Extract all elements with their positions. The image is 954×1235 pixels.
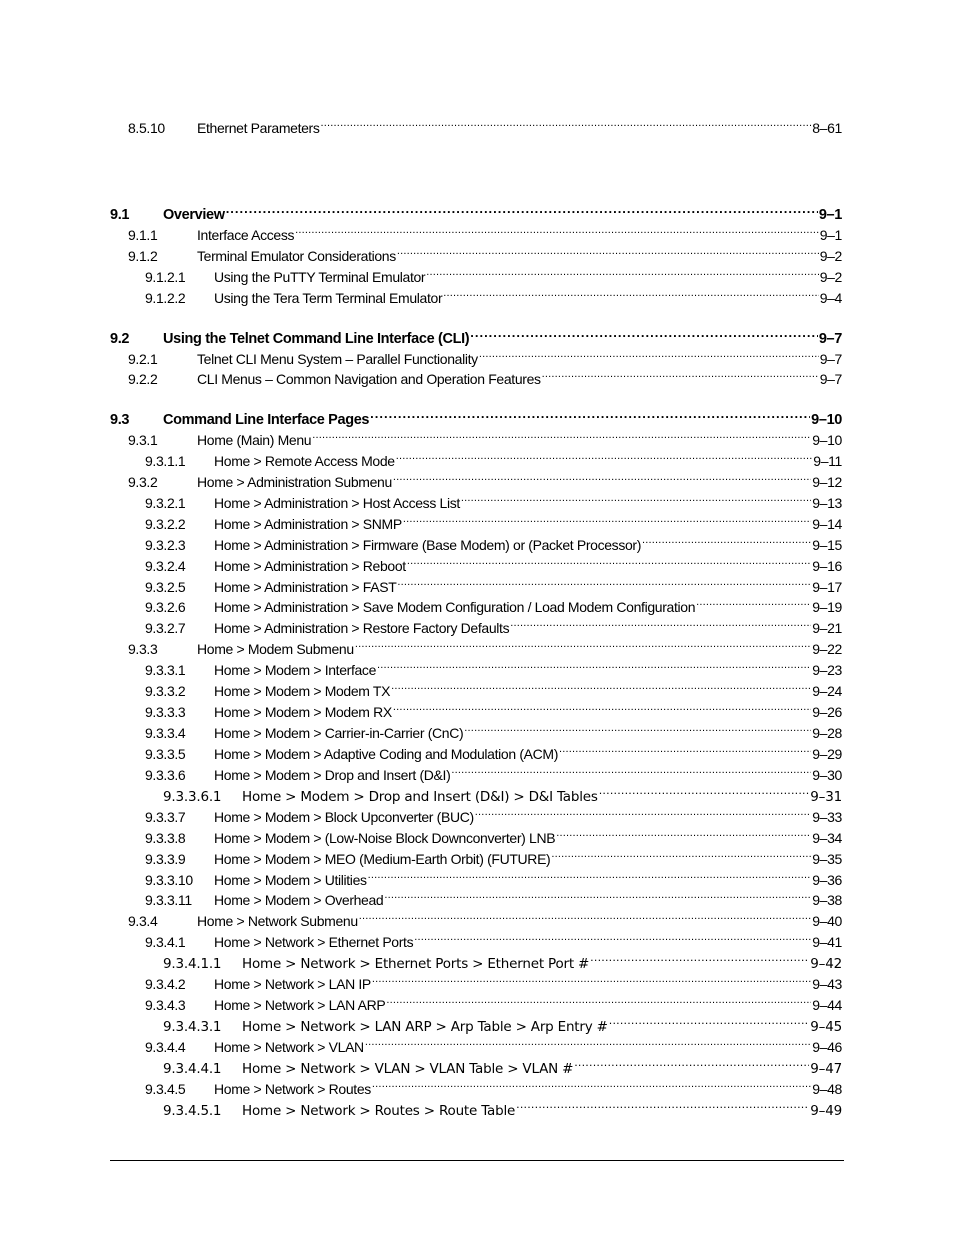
toc-entry-page-number[interactable]: 9–23 xyxy=(812,662,842,678)
toc-entry[interactable] xyxy=(110,1011,842,1035)
toc-entry-page-number[interactable]: 9–11 xyxy=(813,453,842,469)
toc-entry-page-number[interactable]: 9–48 xyxy=(812,1081,842,1097)
toc-dot-leader xyxy=(510,613,811,633)
toc-entry-number: 9.3.2 xyxy=(128,474,158,490)
toc-dot-leader xyxy=(542,364,819,384)
toc-entry-page-number[interactable]: 9–1 xyxy=(818,207,842,223)
toc-entry-title[interactable]: Home > Network > LAN IP xyxy=(214,976,371,992)
toc-entry-number: 9.3.3.3 xyxy=(145,704,186,720)
toc-entry-page-number[interactable]: 9–14 xyxy=(812,516,842,532)
toc-dot-leader xyxy=(391,676,811,696)
toc-dot-leader xyxy=(451,760,811,780)
toc-entry[interactable] xyxy=(110,530,842,553)
toc-entry-number: 9.3.3.10 xyxy=(145,872,193,888)
toc-dot-leader xyxy=(359,906,811,926)
toc-entry[interactable] xyxy=(110,509,842,532)
toc-entry-page-number[interactable]: 9–2 xyxy=(819,248,842,264)
toc-entry-page-number[interactable]: 9–2 xyxy=(819,269,842,285)
toc-entry-title[interactable]: Home > Modem > MEO (Medium-Earth Orbit) (FUTURE) xyxy=(214,851,551,867)
toc-dot-leader xyxy=(551,844,811,864)
toc-entry-title[interactable]: Home > Modem > Drop and Insert (D&I) xyxy=(214,767,451,783)
toc-entry-number: 9.3.4.5.1 xyxy=(163,1103,222,1119)
toc-dot-leader xyxy=(393,467,811,487)
toc-entry-number: 9.1.2 xyxy=(128,248,158,264)
toc-dot-leader xyxy=(461,488,811,508)
toc-entry[interactable] xyxy=(110,739,842,762)
toc-entry[interactable] xyxy=(110,927,842,950)
toc-entry[interactable] xyxy=(110,551,842,574)
toc-entry-number: 9.3.3.4 xyxy=(145,725,186,741)
toc-entry-number: 9.1.2.2 xyxy=(145,290,186,306)
toc-entry[interactable] xyxy=(110,1095,842,1119)
toc-entry-number: 9.3 xyxy=(110,412,130,428)
toc-entry[interactable] xyxy=(110,199,842,223)
toc-entry[interactable] xyxy=(110,906,842,929)
toc-entry-title[interactable]: Home > Network Submenu xyxy=(197,913,358,929)
toc-entry-title[interactable]: Home > Modem > Adaptive Coding and Modulation (ACM) xyxy=(214,746,559,762)
toc-entry-title[interactable]: Home > Modem > Utilities xyxy=(214,872,367,888)
toc-entry-page-number[interactable]: 9–28 xyxy=(812,725,842,741)
footer-divider xyxy=(110,1160,844,1161)
toc-entry-page-number[interactable]: 9–22 xyxy=(812,641,842,657)
toc-entry[interactable] xyxy=(110,220,842,243)
toc-entry-title[interactable]: Home > Administration Submenu xyxy=(197,474,392,490)
toc-dot-leader xyxy=(377,655,811,675)
toc-dot-leader xyxy=(599,781,810,801)
toc-entry[interactable] xyxy=(110,467,842,490)
toc-dot-leader xyxy=(368,865,812,885)
toc-dot-leader xyxy=(295,220,819,240)
toc-entry-title[interactable]: Home > Administration > Reboot xyxy=(214,558,406,574)
toc-entry-number: 9.3.2.1 xyxy=(145,495,186,511)
toc-entry[interactable] xyxy=(110,613,842,636)
toc-entry-title[interactable]: Terminal Emulator Considerations xyxy=(197,248,396,264)
toc-entry-number: 9.3.2.3 xyxy=(145,537,186,553)
toc-entry-title[interactable]: Home > Modem > Drop and Insert (D&I) > D&I Tables xyxy=(242,789,598,805)
toc-entry-number: 9.3.3.2 xyxy=(145,683,186,699)
toc-entry-page-number[interactable]: 9–21 xyxy=(812,620,842,636)
toc-entry[interactable] xyxy=(110,697,842,720)
toc-entry-page-number[interactable]: 9–26 xyxy=(812,704,842,720)
toc-entry[interactable] xyxy=(110,823,842,846)
toc-entry-title[interactable]: Home > Modem > (Low-Noise Block Downconverter) LNB xyxy=(214,830,556,846)
toc-dot-leader xyxy=(642,530,811,550)
toc-entry-number: 9.3.3.9 xyxy=(145,851,186,867)
toc-entry-page-number[interactable]: 8–61 xyxy=(812,120,842,136)
toc-dot-leader xyxy=(559,739,811,759)
toc-dot-leader xyxy=(312,425,811,445)
toc-entry-title[interactable]: Home > Administration > SNMP xyxy=(214,516,402,532)
toc-entry-page-number[interactable]: 9–43 xyxy=(812,976,842,992)
toc-entry[interactable] xyxy=(110,676,842,699)
toc-entry-number: 9.3.3 xyxy=(128,641,158,657)
toc-entry-title[interactable]: Home > Network > VLAN > VLAN Table > VLAN # xyxy=(242,1061,574,1077)
toc-entry-title[interactable]: Home > Modem > Overhead xyxy=(214,892,384,908)
toc-entry-title[interactable]: Home > Network > VLAN xyxy=(214,1039,364,1055)
toc-entry-title[interactable]: Command Line Interface Pages xyxy=(163,412,370,428)
toc-entry-number: 9.3.4.4.1 xyxy=(163,1061,222,1077)
toc-entry[interactable] xyxy=(110,364,842,387)
toc-entry-page-number[interactable]: 9–33 xyxy=(812,809,842,825)
toc-entry-number: 9.2.1 xyxy=(128,351,158,367)
toc-entry-title[interactable]: Interface Access xyxy=(197,227,295,243)
toc-entry[interactable] xyxy=(110,990,842,1013)
toc-entry[interactable] xyxy=(110,488,842,511)
toc-entry-title[interactable]: CLI Menus – Common Navigation and Operation Features xyxy=(197,371,541,387)
toc-entry-page-number[interactable]: 9–1 xyxy=(819,227,842,243)
toc-entry-number: 8.5.10 xyxy=(128,120,165,136)
toc-entry[interactable] xyxy=(110,865,842,888)
toc-entry[interactable] xyxy=(110,592,842,615)
toc-dot-leader xyxy=(516,1095,809,1115)
toc-entry-title[interactable]: Home > Modem > Modem TX xyxy=(214,683,391,699)
toc-entry-page-number[interactable]: 9–10 xyxy=(812,432,842,448)
toc-entry[interactable] xyxy=(110,844,842,867)
toc-entry-title[interactable]: Using the Telnet Command Line Interface (CLI) xyxy=(163,331,470,347)
toc-entry-page-number[interactable]: 9–41 xyxy=(812,934,842,950)
toc-entry-page-number[interactable]: 9–15 xyxy=(812,537,842,553)
toc-dot-leader xyxy=(464,718,811,738)
toc-entry-number: 9.3.1 xyxy=(128,432,158,448)
toc-dot-leader xyxy=(384,885,811,905)
toc-dot-leader xyxy=(226,199,818,219)
toc-entry-number: 9.3.4.1.1 xyxy=(163,956,222,972)
toc-entry-title[interactable]: Home > Administration > Firmware (Base Modem) or (Packet Processor) xyxy=(214,537,642,553)
toc-entry-number: 9.3.2.6 xyxy=(145,599,186,615)
toc-entry[interactable] xyxy=(110,655,842,678)
toc-dot-leader xyxy=(393,697,811,717)
toc-entry-page-number[interactable]: 9–4 xyxy=(819,290,842,306)
toc-dot-leader xyxy=(321,113,812,133)
toc-entry-page-number[interactable]: 9–13 xyxy=(812,495,842,511)
toc-entry-page-number[interactable]: 9–30 xyxy=(812,767,842,783)
toc-entry-number: 9.1 xyxy=(110,207,130,223)
toc-entry-page-number[interactable]: 9–42 xyxy=(810,956,842,972)
toc-entry[interactable] xyxy=(110,885,842,908)
toc-entry-title[interactable]: Home > Administration > Host Access List xyxy=(214,495,460,511)
toc-entry-number: 9.3.4.3.1 xyxy=(163,1019,222,1035)
toc-dot-leader xyxy=(355,634,811,654)
toc-entry-title[interactable]: Home > Administration > Restore Factory Defaults xyxy=(214,620,510,636)
toc-entry-page-number[interactable]: 9–7 xyxy=(818,331,842,347)
toc-entry-number: 9.3.3.6.1 xyxy=(163,789,222,805)
toc-entry-number: 9.3.3.5 xyxy=(145,746,186,762)
toc-entry-title[interactable]: Home > Modem Submenu xyxy=(197,641,354,657)
toc-dot-leader xyxy=(475,802,811,822)
toc-entry-number: 9.3.3.11 xyxy=(145,892,192,908)
toc-dot-leader xyxy=(403,509,811,529)
toc-entry-number: 9.3.4.4 xyxy=(145,1039,186,1055)
toc-dot-leader xyxy=(414,927,811,947)
toc-entry[interactable] xyxy=(110,1074,842,1097)
toc-entry-page-number[interactable]: 9–49 xyxy=(810,1103,842,1119)
toc-entry-title[interactable]: Using the PuTTY Terminal Emulator xyxy=(214,269,426,285)
toc-entry-title[interactable]: Home > Remote Access Mode xyxy=(214,453,395,469)
toc-entry-number: 9.3.2.7 xyxy=(145,620,186,636)
toc-entry-title[interactable]: Overview xyxy=(163,207,225,223)
toc-entry-number: 9.3.4.2 xyxy=(145,976,186,992)
toc-entry-number: 9.3.2.5 xyxy=(145,579,186,595)
toc-entry-title[interactable]: Home > Administration > FAST xyxy=(214,579,397,595)
toc-entry-title[interactable]: Home > Modem > Block Upconverter (BUC) xyxy=(214,809,474,825)
toc-entry-title[interactable]: Home > Network > Routes xyxy=(214,1081,371,1097)
toc-entry-number: 9.3.4.1 xyxy=(145,934,186,950)
toc-dot-leader xyxy=(590,948,809,968)
toc-entry-title[interactable]: Home > Network > LAN ARP xyxy=(214,997,386,1013)
toc-entry[interactable] xyxy=(110,262,842,285)
toc-entry[interactable] xyxy=(110,969,842,992)
toc-entry-page-number[interactable]: 9–38 xyxy=(812,892,842,908)
toc-entry[interactable] xyxy=(110,1053,842,1077)
toc-dot-leader xyxy=(372,1074,811,1094)
toc-entry-title[interactable]: Home > Modem > Carrier-in-Carrier (CnC) xyxy=(214,725,464,741)
toc-dot-leader xyxy=(479,344,819,364)
toc-entry-number: 9.3.3.1 xyxy=(145,662,186,678)
toc-entry-number: 9.3.3.7 xyxy=(145,809,186,825)
toc-entry-title[interactable]: Home > Network > Routes > Route Table xyxy=(242,1103,516,1119)
toc-entry-page-number[interactable]: 9–24 xyxy=(812,683,842,699)
toc-entry-page-number[interactable]: 9–29 xyxy=(812,746,842,762)
toc-entry[interactable] xyxy=(110,1032,842,1055)
toc-entry-title[interactable]: Home > Administration > Save Modem Configuration / Load Modem Configuration xyxy=(214,599,696,615)
toc-entry-page-number[interactable]: 9–36 xyxy=(812,872,842,888)
toc-entry-title[interactable]: Home > Modem > Modem RX xyxy=(214,704,392,720)
toc-dot-leader xyxy=(372,969,811,989)
toc-entry[interactable] xyxy=(110,781,842,805)
toc-entry-number: 9.1.1 xyxy=(128,227,158,243)
toc-entry[interactable] xyxy=(110,404,842,428)
toc-entry-page-number[interactable]: 9–7 xyxy=(819,371,842,387)
toc-entry-page-number[interactable]: 9–19 xyxy=(812,599,842,615)
toc-entry-title[interactable]: Home > Network > Ethernet Ports xyxy=(214,934,414,950)
toc-dot-leader xyxy=(443,283,818,303)
toc-dot-leader xyxy=(609,1011,810,1031)
toc-dot-leader xyxy=(370,404,810,424)
toc-entry-number: 9.3.3.6 xyxy=(145,767,186,783)
toc-entry[interactable] xyxy=(110,634,842,657)
toc-entry-number: 9.3.3.8 xyxy=(145,830,186,846)
toc-dot-leader xyxy=(397,241,819,261)
toc-entry-page-number[interactable]: 9–31 xyxy=(810,789,842,805)
toc-entry[interactable] xyxy=(110,572,842,595)
toc-dot-leader xyxy=(470,323,818,343)
toc-entry-title[interactable]: Home (Main) Menu xyxy=(197,432,312,448)
toc-entry-number: 9.3.2.2 xyxy=(145,516,186,532)
toc-entry[interactable] xyxy=(110,760,842,783)
toc-entry-title[interactable]: Telnet CLI Menu System – Parallel Functionality xyxy=(197,351,478,367)
toc-dot-leader xyxy=(426,262,818,282)
toc-entry[interactable] xyxy=(110,283,842,306)
toc-entry-page-number[interactable]: 9–34 xyxy=(812,830,842,846)
toc-dot-leader xyxy=(386,990,811,1010)
toc-entry[interactable] xyxy=(110,718,842,741)
toc-entry-number: 9.2.2 xyxy=(128,371,158,387)
toc-entry[interactable] xyxy=(110,344,842,367)
toc-dot-leader xyxy=(556,823,811,843)
toc-entry[interactable] xyxy=(110,241,842,264)
toc-entry-page-number[interactable]: 9–10 xyxy=(811,412,842,428)
toc-entry[interactable] xyxy=(110,446,842,469)
toc-entry-page-number[interactable]: 9–44 xyxy=(812,997,842,1013)
toc-dot-leader xyxy=(397,572,811,592)
toc-entry-number: 9.3.4 xyxy=(128,913,158,929)
toc-entry[interactable] xyxy=(110,425,842,448)
toc-dot-leader xyxy=(574,1053,809,1073)
toc-entry-page-number[interactable]: 9–45 xyxy=(810,1019,842,1035)
toc-entry-page-number[interactable]: 9–35 xyxy=(812,851,842,867)
toc-entry-number: 9.3.1.1 xyxy=(145,453,186,469)
toc-entry-page-number[interactable]: 9–40 xyxy=(812,913,842,929)
toc-entry[interactable] xyxy=(110,113,842,136)
toc-entry-page-number[interactable]: 9–46 xyxy=(812,1039,842,1055)
toc-entry-number: 9.3.2.4 xyxy=(145,558,186,574)
toc-entry[interactable] xyxy=(110,802,842,825)
toc-entry-number: 9.1.2.1 xyxy=(145,269,186,285)
toc-entry-number: 9.2 xyxy=(110,331,130,347)
toc-dot-leader xyxy=(396,446,813,466)
toc-entry-title[interactable]: Home > Network > LAN ARP > Arp Table > Arp Entry # xyxy=(242,1019,608,1035)
toc-entry-number: 9.3.4.3 xyxy=(145,997,186,1013)
toc-entry-page-number[interactable]: 9–7 xyxy=(819,351,842,367)
toc-entry-title[interactable]: Using the Tera Term Terminal Emulator xyxy=(214,290,443,306)
toc-dot-leader xyxy=(696,592,811,612)
toc-entry-number: 9.3.4.5 xyxy=(145,1081,186,1097)
toc-entry-page-number[interactable]: 9–12 xyxy=(812,474,842,490)
toc-entry-title[interactable]: Home > Network > Ethernet Ports > Ethernet Port # xyxy=(242,956,590,972)
toc-dot-leader xyxy=(407,551,811,571)
toc-dot-leader xyxy=(365,1032,811,1052)
toc-entry-title[interactable]: Ethernet Parameters xyxy=(197,120,320,136)
toc-entry[interactable] xyxy=(110,323,842,347)
toc-entry[interactable] xyxy=(110,948,842,972)
toc-entry-page-number[interactable]: 9–16 xyxy=(812,558,842,574)
toc-entry-page-number[interactable]: 9–17 xyxy=(812,579,842,595)
toc-entry-title[interactable]: Home > Modem > Interface xyxy=(214,662,377,678)
toc-entry-page-number[interactable]: 9–47 xyxy=(810,1061,842,1077)
